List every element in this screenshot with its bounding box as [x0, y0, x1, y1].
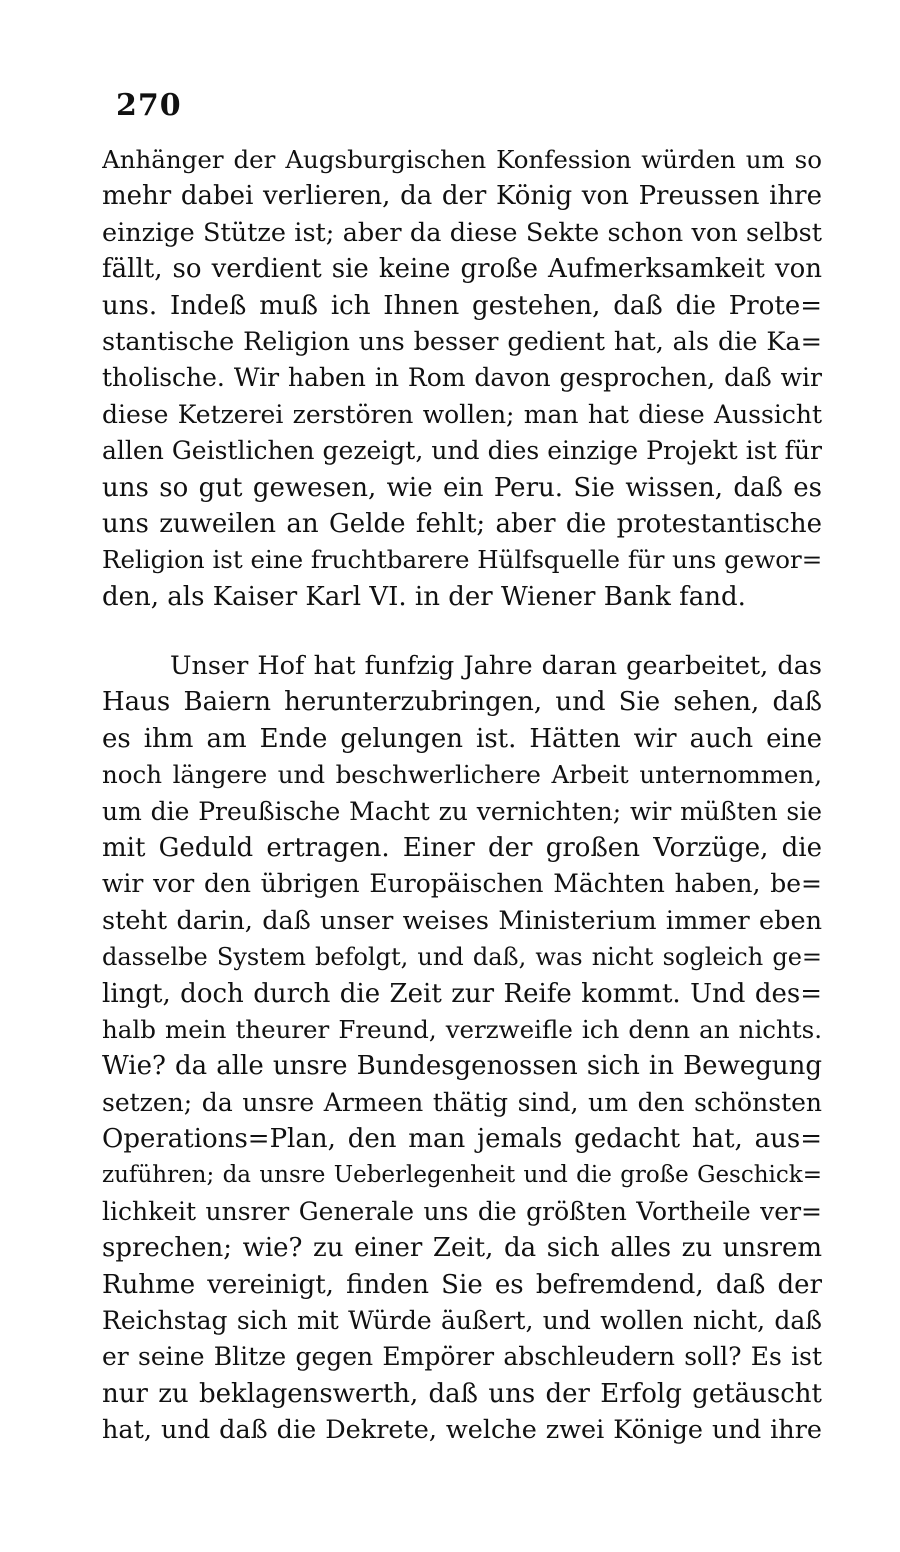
- text-line: Haus Baiern herunterzubringen, und Sie sehen, daß: [102, 687, 822, 718]
- text-line: sprechen; wie? zu einer Zeit, da sich alles zu unsrem: [102, 1233, 822, 1264]
- text-line: uns so gut gewesen, wie ein Peru. Sie wissen, daß es: [102, 472, 822, 503]
- text-line: mit Geduld ertragen. Einer der großen Vorzüge, die: [102, 832, 822, 863]
- text-line: Religion ist eine fruchtbarere Hülfsquelle für uns gewor=: [102, 545, 822, 575]
- text-line: uns. Indeß muß ich Ihnen gestehen, daß die Prote=: [102, 290, 822, 321]
- text-line: mehr dabei verlieren, da der König von Preussen ihre: [102, 181, 822, 212]
- text-line: lichkeit unsrer Generale uns die größten Vortheile ver=: [102, 1196, 822, 1226]
- text-line: allen Geistlichen gezeigt, und dies einzige Projekt ist für: [102, 436, 822, 466]
- text-line: uns zuweilen an Gelde fehlt; aber die protestantische: [102, 508, 822, 539]
- text-line: Reichstag sich mit Würde äußert, und wollen nicht, daß: [102, 1306, 822, 1336]
- text-line: noch längere und beschwerlichere Arbeit unternommen,: [102, 760, 822, 790]
- text-line: zuführen; da unsre Ueberlegenheit und die große Geschick=: [102, 1162, 822, 1189]
- text-line: Anhänger der Augsburgischen Konfession würden um so: [102, 145, 822, 174]
- text-line: lingt, doch durch die Zeit zur Reife kommt. Und des=: [102, 978, 822, 1009]
- text-line: stantische Religion uns besser gedient hat, als die Ka=: [102, 326, 822, 357]
- text-line: dasselbe System befolgt, und daß, was nicht sogleich ge=: [102, 943, 822, 972]
- text-line: tholische. Wir haben in Rom davon gesprochen, daß wir: [102, 363, 822, 393]
- text-line: um die Preußische Macht zu vernichten; wir müßten sie: [102, 796, 822, 826]
- text-line: Operations=Plan, den man jemals gedacht hat, aus=: [102, 1124, 822, 1155]
- page-number: 270: [116, 88, 182, 123]
- text-line: er seine Blitze gegen Empörer abschleudern soll? Es ist: [102, 1342, 822, 1372]
- text-line: wir vor den übrigen Europäischen Mächten haben, be=: [102, 869, 822, 899]
- text-line: Ruhme vereinigt, finden Sie es befremdend, daß der: [102, 1269, 822, 1300]
- text-line: einzige Stütze ist; aber da diese Sekte schon von selbst: [102, 217, 822, 248]
- paragraph-1: [102, 142, 822, 615]
- text-line: fällt, so verdient sie keine große Aufmerksamkeit von: [102, 254, 822, 285]
- text-line: nur zu beklagenswerth, daß uns der Erfolg getäuscht: [102, 1378, 822, 1409]
- text-line: es ihm am Ende gelungen ist. Hätten wir auch eine: [102, 723, 822, 754]
- text-line: steht darin, daß unser weises Ministerium immer eben: [102, 905, 822, 936]
- text-line: Unser Hof hat funfzig Jahre daran gearbeitet, das: [170, 651, 822, 681]
- text-line: Wie? da alle unsre Bundesgenossen sich in Bewegung: [102, 1051, 822, 1082]
- text-line: halb mein theurer Freund, verzweifle ich denn an nichts.: [102, 1014, 822, 1044]
- text-line: setzen; da unsre Armeen thätig sind, um den schönsten: [102, 1087, 822, 1117]
- text-line: den, als Kaiser Karl VI. in der Wiener Bank fand.: [102, 581, 746, 612]
- text-line: hat, und daß die Dekrete, welche zwei Könige und ihre: [102, 1415, 822, 1446]
- paragraph-2: [102, 648, 822, 1449]
- text-line: diese Ketzerei zerstören wollen; man hat diese Aussicht: [102, 399, 822, 429]
